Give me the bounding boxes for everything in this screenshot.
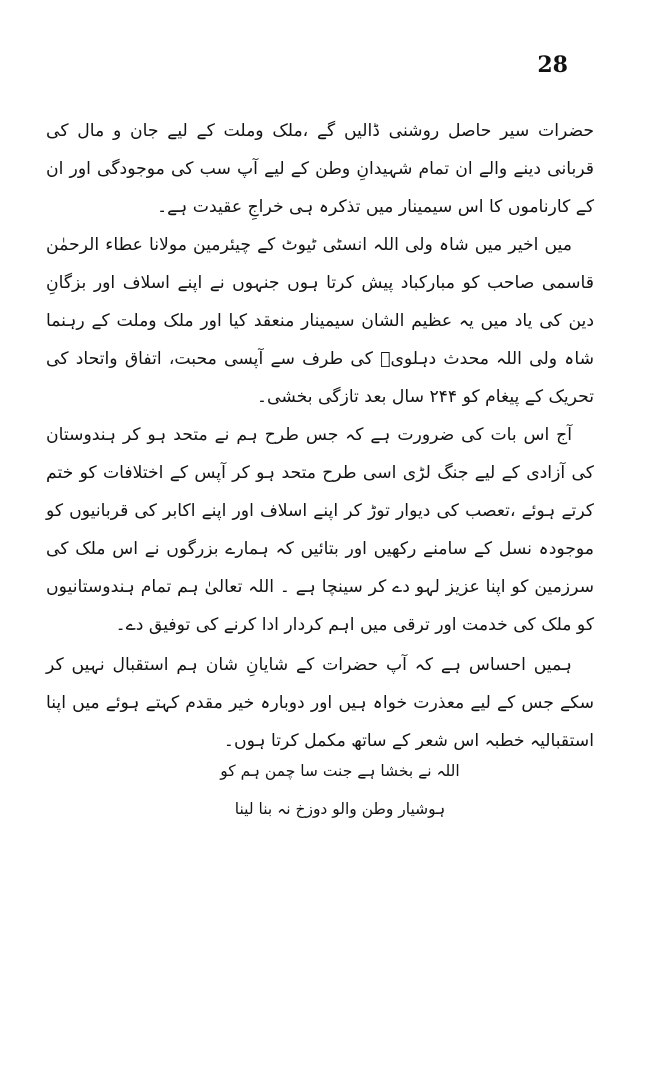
page-number: 28 — [537, 52, 568, 78]
paragraph-congratulations: میں اخیر میں شاہ ولی اللہ انسٹی ٹیوٹ کے چیئرمین مولانا عطاء الرحمٰن قاسمی صاحب کو مبارکباد پیش کرتا ہوں جنہوں نے اپنے اسلاف اور بزگانِ دین کی یاد میں یہ عظیم الشان سیمینار منعقد کیا اور ملک وملت کے رہنما شاہ ولی اللہ محدث دہلویؒ کی طرف سے آپسی محبت، اتفاق واتحاد کی تحریک کے پیغام کو ۲۴۴ سال بعد تازگی بخشی۔ — [46, 235, 594, 407]
paragraph-unity-appeal: آج اس بات کی ضرورت ہے کہ جس طرح ہم نے متحد ہو کر ہندوستان کی آزادی کے لیے جنگ لڑی اسی طرح متحد ہو کر آپس کے اختلافات کو ختم کرتے ہوئے ،تعصب کی دیوار توڑ کر اپنے اسلاف اور اپنے اکابر کی قربانیوں کو موجودہ نسل کے سامنے رکھیں اور بتائیں کہ ہمارے بزرگوں نے اس ملک کی سرزمین کو اپنا عزیز لہو دے کر سینچا ہے ۔ اللہ تعالیٰ ہم تمام ہندوستانیوں کو ملک کی خدمت اور ترقی میں اہم کردار ادا کرنے کی توفیق دے۔ — [46, 425, 594, 635]
closing-verse — [0, 752, 646, 828]
body-text — [46, 112, 594, 760]
verse-line-1: اللہ نے بخشا ہے جنت سا چمن ہم کو — [220, 762, 460, 780]
paragraph-tribute: حضرات سیر حاصل روشنی ڈالیں گے ،ملک وملت کے لیے جان و مال کی قربانی دینے والے ان تمام شہیدانِ وطن کے لیے آپ سب کی موجودگی اور ان کے کارناموں کا اس سیمینار میں تذکرہ ہی خراجِ عقیدت ہے۔ — [46, 121, 594, 217]
verse-line-2: ہوشیار وطن والو دوزخ نہ بنا لینا — [234, 800, 446, 818]
paragraph-closing: ہمیں احساس ہے کہ آپ حضرات کے شایانِ شان ہم استقبال نہیں کر سکے جس کے لیے معذرت خواہ ہیں اور دوبارہ خیر مقدم کہتے ہوئے میں اپنا استقبالیہ خطبہ اس شعر کے ساتھ مکمل کرتا ہوں۔ — [46, 655, 594, 751]
